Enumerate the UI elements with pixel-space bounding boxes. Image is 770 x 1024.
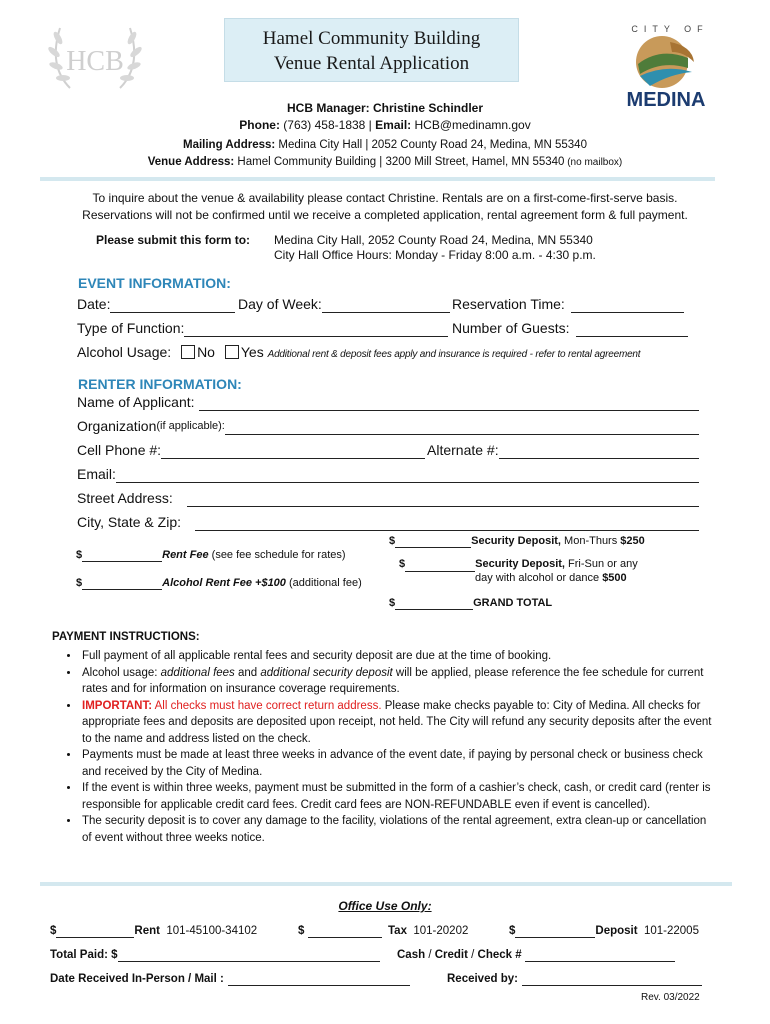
- renter-heading: RENTER INFORMATION:: [78, 376, 242, 392]
- alcohol-field: [77, 344, 640, 360]
- submit-line2: City Hall Office Hours: Monday - Friday 8:00 a.m. - 4:30 p.m.: [274, 248, 596, 262]
- function-label: Type of Function:: [77, 320, 185, 336]
- hcb-logo: [30, 16, 160, 96]
- city-field[interactable]: [77, 514, 699, 531]
- alternate-field[interactable]: [427, 442, 699, 459]
- org-field[interactable]: [77, 418, 699, 435]
- title-box: [224, 18, 519, 82]
- intro-line2: Reservations will not be confirmed until we receive a completed application, rental agreement form & full payment.: [82, 208, 688, 222]
- street-label: Street Address:: [77, 490, 173, 506]
- office-deposit-label: Deposit: [595, 925, 638, 937]
- medina-logo: [610, 12, 730, 112]
- rent-fee-input[interactable]: [82, 549, 162, 562]
- alcohol-rent-label: Alcohol Rent Fee +$100: [162, 577, 286, 589]
- medina-logo-name: MEDINA: [626, 89, 706, 111]
- office-deposit-input[interactable]: [515, 925, 595, 938]
- guests-label: Number of Guests:: [452, 320, 570, 336]
- deposit-fri-amount: $500: [602, 572, 627, 584]
- title-line1: Hamel Community Building: [262, 28, 481, 49]
- alcohol-no-checkbox[interactable]: [181, 345, 195, 359]
- city-label: City, State & Zip:: [77, 514, 181, 530]
- function-input[interactable]: [184, 320, 448, 337]
- venue-line: [0, 156, 770, 168]
- applicant-label: Name of Applicant:: [77, 394, 195, 410]
- email-label: Email:: [375, 118, 412, 132]
- office-tax-line[interactable]: [298, 925, 468, 938]
- office-rent-code: 101-45100-34102: [166, 925, 258, 937]
- phone-label: Phone:: [239, 118, 280, 132]
- office-method-line: [397, 949, 675, 962]
- alc-d: additional security deposit: [260, 666, 393, 679]
- office-heading: Office Use Only:: [338, 899, 432, 913]
- office-sep: /: [467, 949, 478, 961]
- submit-label: Please submit this form to:: [96, 233, 251, 247]
- office-date-line[interactable]: [50, 973, 410, 986]
- office-total-label: Total Paid: $: [50, 949, 118, 961]
- office-tax-label: Tax: [388, 925, 407, 937]
- alc-e: will be applied, please reference the fee schedule for current rates and for information on insurance coverage requirements.: [82, 666, 704, 695]
- imp-b: All checks must have correct return address.: [152, 699, 382, 712]
- office-rent-label: Rent: [134, 925, 160, 937]
- alc-c: and: [234, 666, 261, 679]
- alcohol-label: Alcohol Usage:: [77, 344, 172, 360]
- rent-fee-line[interactable]: [76, 549, 346, 562]
- deposit-mon-rest: Mon-Thurs: [560, 535, 621, 547]
- office-check-input[interactable]: [525, 949, 675, 962]
- office-cash[interactable]: Cash: [397, 949, 426, 961]
- alc-b: additional fees: [160, 666, 235, 679]
- cell-field[interactable]: [77, 442, 425, 459]
- office-sep: /: [425, 949, 435, 961]
- deposit-mon-line[interactable]: [389, 535, 645, 548]
- day-label: Day of Week:: [238, 296, 322, 312]
- office-deposit-line[interactable]: [509, 925, 699, 938]
- deposit-mon-dollar: $: [389, 535, 396, 547]
- payment-list: [52, 648, 712, 846]
- day-field[interactable]: [238, 296, 450, 313]
- alcohol-no-label: No: [197, 344, 215, 360]
- office-receivedby-line[interactable]: [447, 973, 702, 986]
- alcohol-rent-note: (additional fee): [285, 577, 362, 589]
- rent-fee-note: (see fee schedule for rates): [208, 549, 346, 561]
- payment-item: • Payments must be made at least three weeks in advance of the event date, if paying by personal check or business check and received by the City of Medina.: [80, 747, 712, 780]
- deposit-fri-rest: Fri-Sun or any: [564, 558, 638, 570]
- city-input[interactable]: [195, 514, 699, 531]
- mailing-value: Medina City Hall | 2052 County Road 24, Medina, MN 55340: [275, 139, 587, 151]
- office-total-input[interactable]: [118, 949, 380, 962]
- date-field[interactable]: [77, 296, 235, 313]
- office-total-line[interactable]: [50, 949, 380, 962]
- imp-a: IMPORTANT:: [82, 699, 153, 712]
- guests-field[interactable]: [452, 320, 688, 337]
- deposit-fri-line2-text: day with alcohol or dance: [475, 572, 603, 584]
- applicant-input[interactable]: [199, 394, 699, 411]
- org-note: (if applicable):: [156, 420, 225, 432]
- office-check[interactable]: Check #: [477, 949, 522, 961]
- rent-dollar: $: [76, 549, 83, 561]
- submit-line1: Medina City Hall, 2052 County Road 24, Medina, MN 55340: [274, 233, 593, 247]
- deposit-fri-line2: [475, 572, 627, 584]
- venue-value: Hamel Community Building | 3200 Mill Street, Hamel, MN 55340: [234, 156, 565, 168]
- street-field[interactable]: [77, 490, 699, 507]
- mailing-label: Mailing Address:: [183, 139, 276, 151]
- deposit-mon-amount: $250: [620, 535, 645, 547]
- office-deposit-code: 101-22005: [643, 925, 699, 937]
- cell-label: Cell Phone #:: [77, 442, 162, 458]
- email-field[interactable]: [77, 466, 699, 483]
- office-rent-line[interactable]: [50, 925, 257, 938]
- deposit-mon-input[interactable]: [395, 535, 471, 548]
- street-input[interactable]: [187, 490, 699, 507]
- phone-value: (763) 458-1838 |: [279, 118, 376, 132]
- office-rent-input[interactable]: [56, 925, 134, 938]
- org-input[interactable]: [225, 418, 699, 435]
- payment-item: • If the event is within three weeks, payment must be submitted in the form of a cashier’s check, cash, or credit card (renter is responsible for applicable credit card fees. Credit card fees are NON-REFUNDABLE even if event is cancelled).: [80, 780, 712, 813]
- email-input[interactable]: [116, 466, 699, 483]
- revision: Rev. 03/2022: [641, 992, 700, 1003]
- office-deposit-dollar: $: [509, 925, 516, 937]
- date-input[interactable]: [110, 296, 235, 313]
- date-label: Date:: [77, 296, 111, 312]
- intro-line1: To inquire about the venue & availability please contact Christine. Rentals are on a first-come-first-serve basis.: [92, 191, 678, 205]
- phone-email-line: [0, 118, 770, 132]
- time-label: Reservation Time:: [452, 296, 565, 312]
- alcohol-rent-line[interactable]: [76, 577, 362, 590]
- cell-input[interactable]: [161, 442, 425, 459]
- imp-c: Please make checks payable to: City of Medina. All checks for appropriate fees and deposits are deposited upon receipt, not held. The City will refund any security deposits after the event to the name and address listed on the check.: [82, 699, 712, 745]
- office-tax-dollar: $: [298, 925, 305, 937]
- payment-heading: PAYMENT INSTRUCTIONS:: [52, 631, 200, 643]
- applicant-field[interactable]: [77, 394, 699, 411]
- function-field[interactable]: [77, 320, 448, 337]
- deposit-fri-line[interactable]: [399, 558, 638, 572]
- mailing-line: [0, 139, 770, 151]
- alcohol-rent-input[interactable]: [82, 577, 162, 590]
- medina-logo-top: CITY OF: [631, 24, 709, 34]
- office-date-label: Date Received In-Person / Mail :: [50, 973, 224, 985]
- alternate-label: Alternate #:: [427, 442, 499, 458]
- hcb-logo-text: HCB: [66, 46, 124, 77]
- alcohol-note: Additional rent & deposit fees apply and insurance is required - refer to rental agreement: [267, 349, 641, 360]
- payment-item: • The security deposit is to cover any damage to the facility, violations of the rental agreement, extra clean-up or cancellation of event without three weeks notice.: [80, 813, 712, 846]
- deposit-fri-label: Security Deposit,: [475, 558, 565, 570]
- payment-item-alcohol: [80, 665, 712, 698]
- header-divider: [40, 177, 715, 181]
- title-line2: Venue Rental Application: [273, 53, 470, 74]
- office-receivedby-label: Received by:: [447, 973, 518, 985]
- office-divider: [40, 882, 732, 886]
- alternate-input[interactable]: [499, 442, 699, 459]
- office-rent-dollar: $: [50, 925, 57, 937]
- email-value: HCB@medinamn.gov: [411, 118, 531, 132]
- alcohol-yes-checkbox[interactable]: [225, 345, 239, 359]
- org-label: Organization: [77, 418, 157, 434]
- grand-total-input[interactable]: [395, 597, 473, 610]
- venue-label: Venue Address:: [147, 156, 235, 168]
- submit-block: [96, 233, 250, 248]
- payment-item-important: [80, 698, 712, 748]
- time-field[interactable]: [452, 296, 684, 313]
- venue-note: (no mailbox): [564, 157, 623, 168]
- alcohol-yes-label: Yes: [240, 344, 264, 360]
- office-receivedby-input[interactable]: [522, 973, 702, 986]
- payment-item: • Full payment of all applicable rental fees and security deposit are due at the time of booking.: [80, 648, 712, 665]
- rent-fee-label: Rent Fee: [162, 549, 209, 561]
- submit-address: [274, 233, 596, 263]
- deposit-fri-dollar: $: [399, 558, 406, 570]
- grand-total-label: GRAND TOTAL: [473, 597, 553, 609]
- office-tax-input[interactable]: [308, 925, 382, 938]
- grand-total-dollar: $: [389, 597, 396, 609]
- office-tax-code: 101-20202: [413, 925, 469, 937]
- office-credit[interactable]: Credit: [434, 949, 468, 961]
- office-date-input[interactable]: [228, 973, 410, 986]
- intro: [0, 190, 770, 224]
- deposit-fri-input[interactable]: [405, 558, 475, 572]
- grand-total-line[interactable]: [389, 597, 552, 610]
- guests-input[interactable]: [576, 320, 688, 337]
- manager-line: HCB Manager: Christine Schindler: [286, 101, 484, 115]
- deposit-mon-label: Security Deposit,: [471, 535, 561, 547]
- alcohol-rent-dollar: $: [76, 577, 83, 589]
- alc-a: Alcohol usage:: [82, 666, 161, 679]
- event-heading: EVENT INFORMATION:: [78, 275, 231, 291]
- email-label: Email:: [77, 466, 116, 482]
- day-input[interactable]: [322, 296, 450, 313]
- time-input[interactable]: [571, 296, 684, 313]
